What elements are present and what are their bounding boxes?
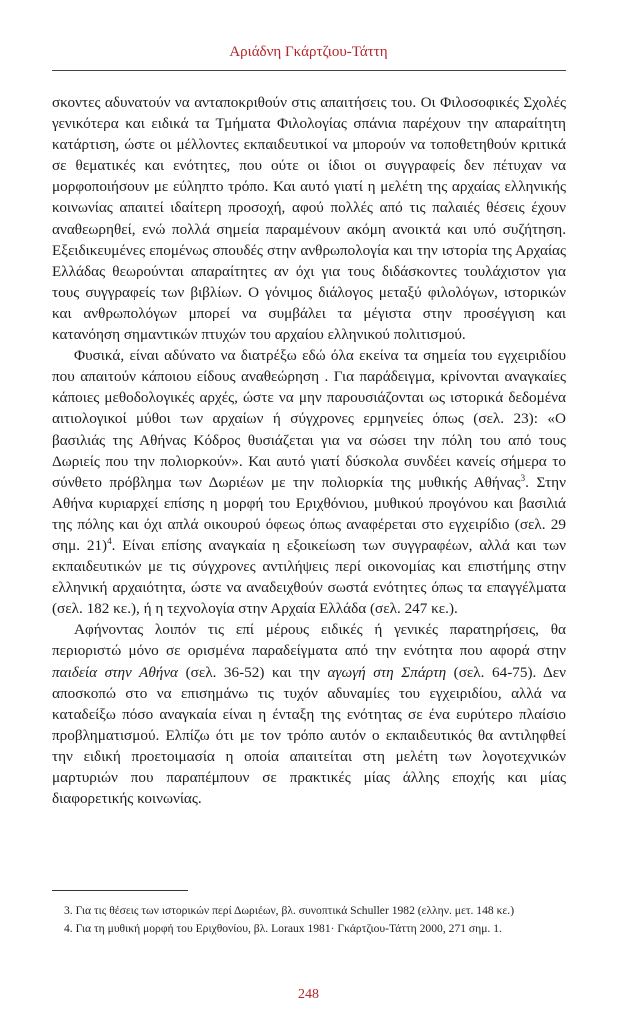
page-number: 248 xyxy=(298,987,319,1002)
footnote-4: 4. Για τη μυθική μορφή του Εριχθονίου, βλ. Loraux 1981· Γκάρτζιου-Τάττη 2000, 271 σημ. 1. xyxy=(64,921,502,935)
paragraph-3-text-c: (σελ. 64-75). Δεν αποσκοπώ στο να επισημάνω τις τυχόν αδυναμίες του εγχειριδίου, αλλά να καταδείξω πόσο αναγκαία είναι η ένταξη της ενότητας σε ένα ευρύτερο πλαίσιο προβληματισμού. Ελπίζω ότι με τον τρόπο αυτόν ο εκπαιδευτικός θα αντιληφθεί την ειδική προετοιμασία η οποία απαιτείται στη μελέτη των λογοτεχνικών μαρτυριών που παραπέμπουν σε πρακτικές μίας άλλης εποχής και μίας διαφορετικής κοινωνίας. xyxy=(52,663,567,808)
paragraph-2-text-c: . Είναι επίσης αναγκαία η εξοικείωση των συγγραφέων, αλλά και των εκπαιδευτικών με τις σύγχρονες αντιλήψεις περί οικονομίας και επιστήμης στην ελληνική αρχαιότητα, ώστε να αναδειχθούν σωστά ενότητες όπως τα επαγγέλματα (σελ. 182 κε.), ή η τεχνολογία στην Αρχαία Ελλάδα (σελ. 247 κε.). xyxy=(52,536,566,618)
paragraph-1: σκοντες αδυνατούν να ανταποκριθούν στις απαιτήσεις του. Οι Φιλοσοφικές Σχολές γενικότερα και ειδικά τα Τμήματα Φιλολογίας σπάνια παρέχουν την απαραίτητη κατάρτιση, ώστε οι μέλλοντες εκπαιδευτικοί να μπορούν να τοποθετηθούν κριτικά σε θεματικές και ενότητες, που ούτε οι ίδιοι οι συγγραφείς δεν πέτυχαν να μορφοποιήσουν με εύληπτο τρόπο. Και αυτό γιατί η μελέτη της αρχαίας ελληνικής κοινωνίας απαιτεί ιδαίτερη προσοχή, αφού πολλές από τις παλαιές θέσεις έχουν αναθεωρηθεί, ενώ πολλά σημεία παραμένουν ακόμη ανοικτά και υπό συζήτηση. Εξειδικευμένες επομένως σπουδές στην ανθρωπολογία και την ιστορία της Αρχαίας Ελλάδας θεωρούνται απαραίτητες αν όχι για τους διδάσκοντες τουλάχιστον για τους συγγραφείς των βιβλίων. Ο γόνιμος διάλογος μεταξύ φιλολόγων, ιστορικών και ανθρωπολόγων μπορεί να συμβάλει τα μέγιστα στην προσέγγιση και κατανόηση σημαντικών πτυχών του αρχαίου ελληνικού πολιτισμού. xyxy=(52,94,566,344)
paragraph-3-italic-paideia: παιδεία στην Αθήνα xyxy=(52,663,179,681)
paragraph-3-italic-agogi: αγωγή στη Σπάρτη xyxy=(327,663,447,681)
paragraph-2-text-b: . Στην Αθήνα κυριαρχεί επίσης η μορφή του Εριχθόνιου, μυθικού προγόνου και βασιλιά της πόλης και όχι απλά οικουρού όφεως όπως αναφέρεται στο εγχειρίδιο (σελ. 29 σημ. 21) xyxy=(52,473,566,554)
footnote-ref-4[interactable]: 4 xyxy=(107,535,112,546)
paragraph-2-text-a: Φυσικά, είναι αδύνατο να διατρέξω εδώ όλα εκείνα τα σημεία του εγχειριδίου που απαιτούν κάποιου είδους αναθεώρηση . Για παράδειγμα, κρίνονται αναγκαίες κάποιες μεθοδολογικές αρχές, ώστε να μην παρουσιάζονται ως ιστορικά δεδομένα αιτιολογικοί μύθοι των αρχαίων ή σύγχρονες ερμηνείες όπως (σελ. 23): «Ο βασιλιάς της Αθήνας Κόδρος θυσιάζεται για να σώσει την πόλη του από τους Δωριείς που την πολιορκούν». Και αυτό γιατί δύσκολα συνδέει κανείς σήμερα το σύνθετο πρόβλημα των Δωριέων με την πολιορκία της μυθικής Αθήνας xyxy=(52,347,566,491)
footnote-rule xyxy=(52,890,188,891)
footnotes xyxy=(52,902,566,937)
header-rule xyxy=(52,70,566,71)
paragraph-3 xyxy=(52,619,566,809)
paragraph-2 xyxy=(52,345,566,619)
paragraph-3-text-a: Αφήνοντας λοιπόν τις επί μέρους ειδικές ή γενικές παρατηρήσεις, θα περιοριστώ μόνο σε ορισμένα παραδείγματα από την ενότητα που αφορά στην xyxy=(52,621,566,660)
running-head: Αριάδνη Γκάρτζιου-Τάττη xyxy=(229,44,388,60)
main-text xyxy=(52,92,566,809)
footnote-ref-3[interactable]: 3 xyxy=(520,472,526,483)
paragraph-3-text-b: (σελ. 36-52) και την xyxy=(178,663,328,681)
footnote-3: 3. Για τις θέσεις των ιστορικών περί Δωριέων, βλ. συνοπτικά Schuller 1982 (ελλην. μετ. 148 κε.) xyxy=(64,904,515,917)
